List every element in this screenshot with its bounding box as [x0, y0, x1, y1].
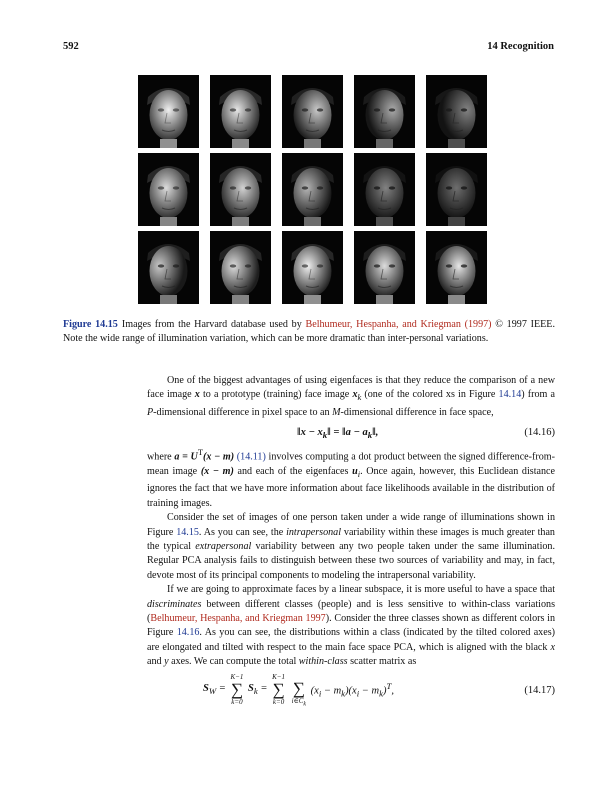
equation-number: (14.16): [524, 427, 555, 439]
face-image: [354, 153, 415, 226]
math-expr: (x: [310, 685, 319, 697]
text: and: [147, 656, 165, 668]
face-image: [426, 231, 487, 304]
figure-ref-link[interactable]: 14.16: [176, 627, 200, 639]
sum-upper: K−1: [230, 673, 244, 682]
equation-14-16: [147, 420, 555, 446]
math-expr: − m: [321, 685, 342, 697]
math-op: =: [216, 682, 226, 694]
math-var: x: [194, 389, 200, 401]
math-sub: W: [208, 685, 217, 696]
text: ). Consider the three classes shown as different colors in Figure: [147, 613, 555, 639]
paragraph-2: [147, 446, 555, 511]
sum-lower: k=0: [231, 698, 243, 707]
caption-citation-link[interactable]: Belhumeur, Hespanha, and Kriegman (1997): [305, 319, 492, 330]
math-sub: i: [357, 470, 361, 480]
text: Consider the set of images of one person taken under a wide range of illuminations shown in Figure: [147, 512, 555, 538]
math-expr: a = U: [174, 451, 198, 463]
math-expr: ): [382, 685, 387, 697]
face-image-grid: [138, 75, 486, 304]
face-image: [426, 75, 487, 148]
caption-text: Images from the Harvard database used by: [121, 319, 306, 330]
emphasis: within-class: [298, 656, 348, 668]
math-var: S: [248, 682, 254, 694]
summation: K−1 ∑ k=0: [272, 673, 285, 707]
equation-expression: ‖x − $x_k‖$ = ‖a − $a_k‖$,: [297, 427, 379, 441]
math-op: =: [257, 682, 268, 694]
math-expr: (x − m): [202, 451, 235, 463]
text: One of the biggest advantages of using eigenfaces is that they reduce the comparison of a new face image: [147, 375, 555, 401]
math-var: u: [352, 466, 358, 477]
summation: ∑ $i\in C_k$: [291, 678, 307, 708]
paragraph-3: [147, 511, 555, 583]
face-image: [138, 231, 199, 304]
text: involves computing a dot product between the signed difference-from-mean image: [147, 451, 555, 477]
text: between different classes (people) and is less sensitive to within-class variations (: [147, 598, 555, 625]
emphasis: intrapersonal: [286, 526, 342, 538]
face-image: [354, 231, 415, 304]
face-image: [282, 231, 343, 304]
equation-number: (14.17): [524, 684, 555, 696]
math-sup: T: [197, 448, 203, 458]
math-sup: T: [386, 680, 392, 691]
face-image: [138, 153, 199, 226]
emphasis: discriminates: [147, 598, 202, 610]
text: ) from a: [521, 389, 556, 401]
figure-ref-link[interactable]: 14.15: [176, 526, 199, 538]
running-header: [63, 41, 554, 55]
text: where: [147, 451, 175, 463]
sum-lower: k=0: [272, 698, 285, 707]
face-image: [426, 153, 487, 226]
text: axes. We can compute the total: [168, 656, 299, 668]
equation-14-17: [147, 670, 555, 718]
math-sub: k: [341, 688, 346, 699]
face-image: [210, 153, 271, 226]
math-var: x: [352, 389, 358, 401]
paragraph-4: [147, 583, 555, 669]
caption-text-2: © 1997 IEEE. Note the wide range of illumination variation, which can be more dramatic than inter-personal variations.: [63, 319, 555, 344]
math-expr: − m: [359, 685, 380, 697]
text: . As you can see, the distributions within a class (indicated by the tilted colored axes) are elongated and tilted with respect to the main face space PCA, which is aligned with the black: [147, 627, 555, 653]
body-text: [147, 374, 555, 718]
figure-label: Figure 14.15: [63, 319, 118, 330]
equation-expression: $S_W$ = K−1 ∑ k=0 $S_k$ = K−1 ∑ k=0 ∑ $i\in C_k$ $(x_i - m_k)(x_i - m_k)^T$,: [203, 673, 394, 708]
citation-link[interactable]: Belhumeur, Hespanha, and Kriegman 1997: [150, 613, 326, 625]
math-sub: k: [357, 393, 362, 403]
text: to a prototype (training) face image: [199, 389, 353, 401]
face-image: [210, 75, 271, 148]
face-image: [354, 75, 415, 148]
math-expr: (x − m): [200, 466, 234, 477]
paragraph-1: [147, 374, 555, 420]
text: variability between any two people taken under the same illumination. Regular PCA analysis fails to distinguish between these two sources of variability and may, in fact, devote most of its principal components to modeling the intrapersonal variability.: [147, 541, 555, 581]
chapter-title: 14 Recognition: [487, 41, 554, 52]
text: (one of the colored xs in Figure: [361, 389, 499, 401]
face-image: [210, 231, 271, 304]
math-var: M: [332, 406, 341, 418]
text: -dimensional difference in pixel space to an: [153, 406, 333, 418]
math-sub: k: [253, 685, 258, 696]
math-sub: k: [303, 701, 307, 708]
text: scatter matrix as: [347, 656, 417, 668]
summation: K−1 ∑ k=0: [230, 673, 244, 707]
math-expr: )(x: [345, 685, 357, 697]
figure-ref-link[interactable]: 14.14: [498, 389, 522, 401]
face-image: [138, 75, 199, 148]
math-punct: ,: [391, 685, 394, 697]
math-var: S: [203, 682, 209, 694]
math-var: x: [550, 641, 555, 653]
text: If we are going to approximate faces by a linear subspace, it is more useful to have a space that: [167, 584, 555, 596]
page-number: 592: [63, 41, 79, 52]
text: . Once again, however, this Euclidean distance ignores the fact that we have more information about face likelihoods available in the distribution of training images.: [147, 466, 555, 509]
text: and each of the eigenfaces: [233, 466, 353, 477]
figure-caption: [63, 318, 555, 346]
math-sub: i: [318, 688, 322, 699]
face-image: [282, 153, 343, 226]
text: . As you can see, the: [198, 526, 287, 538]
emphasis: extrapersonal: [195, 541, 252, 553]
equation-ref-link[interactable]: (14.11): [236, 451, 266, 463]
math-var: y: [164, 656, 169, 668]
sum-upper: K−1: [272, 673, 285, 682]
math-var: P: [147, 406, 154, 418]
face-image: [282, 75, 343, 148]
text: variability within these images is much greater than the typical: [147, 526, 555, 553]
sum-lower: i∈C: [291, 696, 304, 705]
text: -dimensional difference in face space,: [340, 406, 494, 418]
